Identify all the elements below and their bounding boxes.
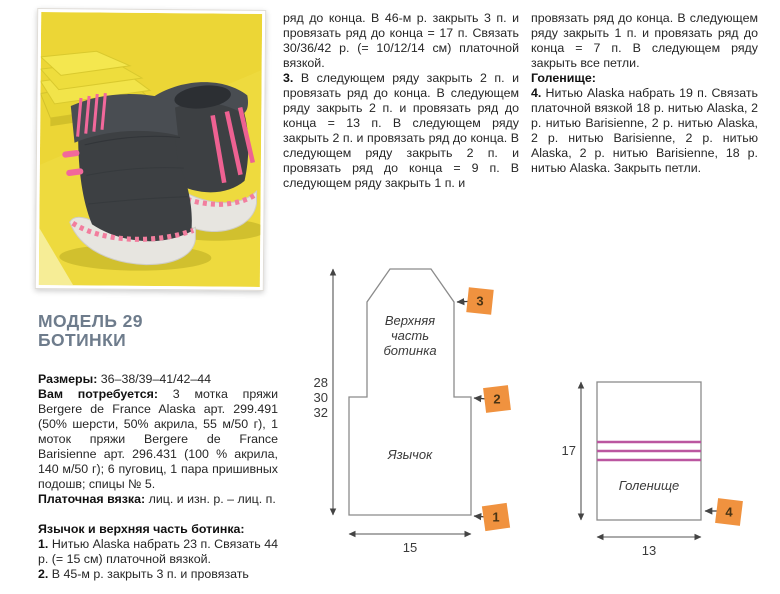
sizes-label: Размеры: [38,372,98,386]
step-4-label: 4. [531,86,542,100]
height-value-3: 32 [313,405,328,420]
height-value-2: 30 [313,390,328,405]
model-number: МОДЕЛЬ 29 [38,311,143,331]
booties-photo [35,8,266,291]
cuff-height-value: 17 [561,443,576,458]
svg-text:4: 4 [725,504,733,520]
model-name: БОТИНКИ [38,330,127,350]
garter-stitch-label: Платочная вязка: [38,492,146,506]
continuation-paragraph: ряд до конца. В 46-м р. закрыть 3 п. и провязать ряд до конца = 17 п. Связать 30/36/42 р. (= 10/12/14 см) платочной вязкой. [283,11,519,70]
cuff-section-heading: Голенище: [531,71,596,85]
height-value-1: 28 [313,375,328,390]
diagram-upper-svg [295,255,525,565]
continuation-paragraph-2: провязать ряд до конца. В следующем ряду закрыть 1 п. и провязать ряд до конца = 7 п. В следующем ряду закрыть все петли. [531,11,758,70]
garter-stitch-paragraph: Платочная вязка: лиц. и изн. р. – лиц. п. [38,492,276,506]
step-2-label: 2. [38,567,49,581]
materials-paragraph: Вам потребуется: 3 мотка пряжи Bergere de France Alaska арт. 299.491 (50% шерсти, 50% акрила, 55 м/50 г), 1 моток пряжи Bergere de France Barisienne арт. 296.431 (100 % акрила, 140 м/50 г); 6 пуговиц, 1 пара пришивных подошв; спицы № 5. [38,387,279,491]
svg-text:3: 3 [476,293,484,309]
cuff-label: Голенище [618,478,680,493]
svg-text:2: 2 [493,391,501,407]
step-1-paragraph: 1. Нитью Alaska набрать 23 п. Связать 44 р. (= 15 см) платочной вязкой. [38,537,278,566]
cuff-width-value: 13 [641,543,657,558]
svg-text:1: 1 [492,509,500,525]
marker-2 [474,385,511,413]
upper-part-label-2: часть [390,328,430,343]
page-title [38,312,143,350]
right-column [531,11,758,176]
step-3-label: 3. [283,71,294,85]
width-value: 15 [402,540,418,555]
marker-4 [705,498,743,526]
materials-label: Вам потребуется: [38,387,158,401]
step-4-paragraph: 4. Нитью Alaska набрать 19 п. Связать платочной вязкой 18 р. нитью Alaska, 2 р. нитью Barisienne, 2 р. нитью Alaska, 2 р. нитью Barisienne, 2 р. нитью Alaska, 2 р. нитью Barisienne, 18 р. нитью Alaska. Закрыть петли. [531,86,758,175]
tongue-section-heading: Язычок и верхняя часть ботинка: [38,522,245,536]
upper-part-label-1: Верхняя [384,313,436,328]
upper-part-label-3: ботинка [383,343,437,358]
diagram-cuff-svg [555,365,765,575]
left-column [38,372,278,582]
tongue-label: Язычок [387,447,433,462]
marker-1 [474,503,510,531]
booties-photo-illustration [39,12,262,287]
sizes-paragraph: Размеры: 36–38/39–41/42–44 [38,372,212,386]
middle-column [283,11,519,191]
step-3-paragraph: 3. В следующем ряду закрыть 2 п. и провязать ряд до конца. В следующем ряду закрыть 2 п. и провязать ряд до конца = 13 п. В следующем ряду закрыть 2 п. и провязать ряд до конца. В следующем ряду закрыть 2 п. и провязать ряд до конца = 9 п. В следующем ряду закрыть 1 п. и [283,71,519,190]
step-1-label: 1. [38,537,49,551]
pattern-outline [349,269,471,515]
step-2-paragraph: 2. В 45-м р. закрыть 3 п. и провязать [38,567,249,581]
diagram-cuff [555,365,765,575]
marker-3 [457,287,494,314]
diagram-upper-part [295,255,525,565]
